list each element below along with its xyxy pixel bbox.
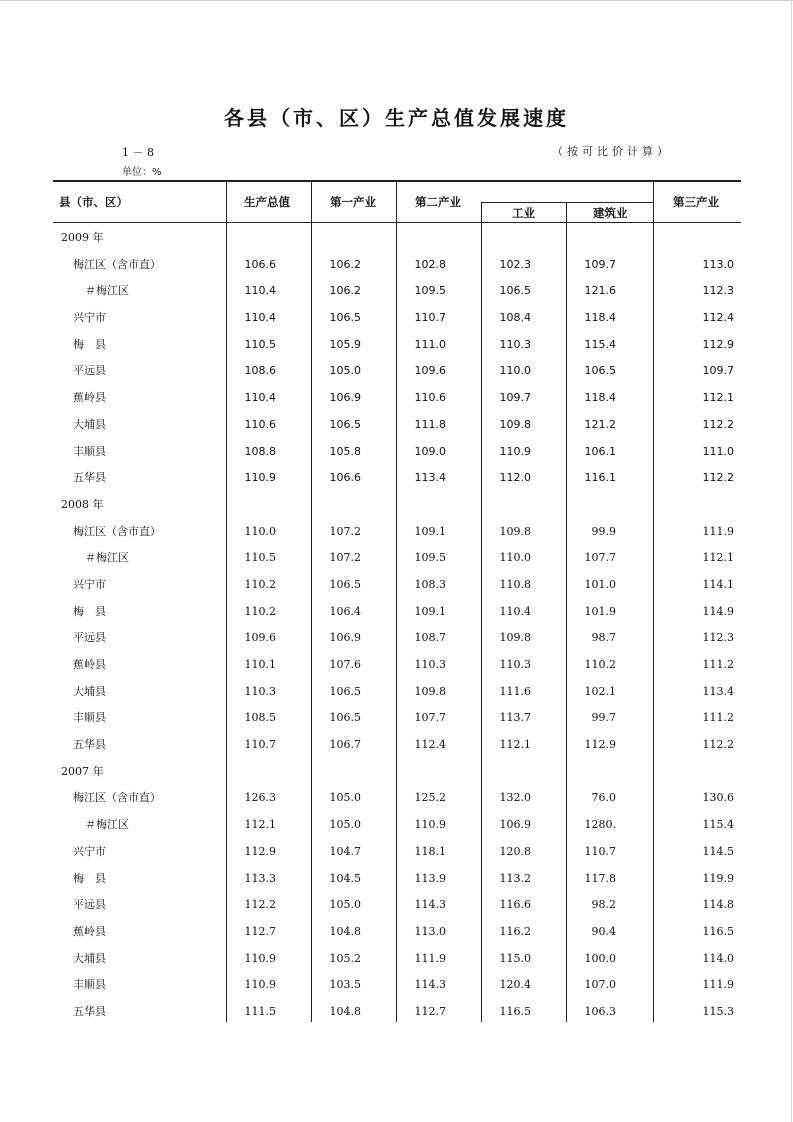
secondary-value: 118.1	[414, 844, 446, 858]
region-name: 大埔县	[73, 684, 106, 698]
construction-value: 121.2	[584, 417, 616, 431]
construction-value: 110.2	[584, 658, 616, 671]
construction-value: 115.4	[584, 337, 616, 351]
primary-value: 106.2	[329, 284, 361, 298]
year-label: 2007 年	[61, 764, 104, 778]
tertiary-value: 112.4	[702, 311, 734, 325]
construction-value: 107.7	[584, 551, 616, 565]
industry-value: 110.3	[499, 658, 531, 671]
gdp-value: 112.2	[244, 898, 276, 912]
table-row	[53, 891, 741, 918]
region-name: 梅江区（含市直）	[73, 791, 161, 805]
region-name: 兴宁市	[73, 311, 106, 325]
region-name: 蕉岭县	[73, 658, 106, 671]
table-body	[53, 224, 741, 1025]
tertiary-value: 119.9	[702, 871, 734, 885]
region-name: 梅 县	[73, 604, 106, 618]
tertiary-value: 111.2	[702, 658, 734, 671]
table-row	[53, 464, 741, 491]
primary-value: 104.8	[329, 924, 361, 938]
header-primary-industry: 第一产业	[330, 195, 376, 209]
primary-value: 105.0	[329, 364, 361, 378]
secondary-value: 113.9	[414, 871, 446, 885]
table-row	[53, 678, 741, 705]
header-tertiary-industry: 第三产业	[673, 195, 719, 209]
secondary-value: 109.6	[414, 364, 446, 378]
table-row	[53, 784, 741, 811]
region-name: 蕉岭县	[73, 391, 106, 405]
page-right-edge	[791, 0, 792, 1122]
secondary-value: 102.8	[414, 257, 446, 271]
gdp-value: 110.4	[244, 391, 276, 405]
tertiary-value: 111.9	[702, 978, 734, 992]
tertiary-value: 112.3	[702, 631, 734, 645]
secondary-value: 113.0	[414, 924, 446, 938]
construction-value: 1280.	[584, 818, 616, 832]
table-row	[53, 304, 741, 331]
header-industry: 工业	[512, 206, 535, 220]
region-name: 梅江区（含市直）	[73, 257, 161, 271]
year-row	[53, 224, 741, 251]
gdp-value: 110.1	[244, 658, 276, 671]
primary-value: 103.5	[329, 978, 361, 992]
region-name: 五华县	[73, 738, 106, 752]
industry-value: 109.7	[499, 391, 531, 405]
construction-value: 106.1	[584, 444, 616, 458]
primary-value: 106.5	[329, 684, 361, 698]
primary-value: 106.5	[329, 711, 361, 725]
tertiary-value: 111.0	[702, 444, 734, 458]
table-row	[53, 945, 741, 972]
region-name: ＃梅江区	[85, 284, 129, 298]
secondary-value: 114.3	[414, 978, 446, 992]
industry-value: 115.0	[499, 951, 531, 965]
secondary-value: 111.0	[414, 337, 446, 351]
header-bottom-rule	[53, 222, 741, 223]
gdp-value: 110.0	[244, 524, 276, 538]
primary-value: 105.0	[329, 898, 361, 912]
tertiary-value: 112.2	[702, 738, 734, 752]
primary-value: 106.9	[329, 391, 361, 405]
industry-value: 110.8	[499, 577, 531, 591]
secondary-value: 111.9	[414, 951, 446, 965]
tertiary-value: 112.3	[702, 284, 734, 298]
gdp-value: 110.5	[244, 551, 276, 565]
tertiary-value: 116.5	[702, 924, 734, 938]
construction-value: 107.0	[584, 978, 616, 992]
region-name: 梅 县	[73, 871, 106, 885]
region-name: 五华县	[73, 471, 106, 485]
tertiary-value: 115.3	[702, 1004, 734, 1018]
gdp-value: 108.5	[244, 711, 276, 725]
tertiary-value: 111.2	[702, 711, 734, 725]
industry-value: 120.8	[499, 844, 531, 858]
primary-value: 106.5	[329, 577, 361, 591]
secondary-value: 111.8	[414, 417, 446, 431]
gdp-value: 110.6	[244, 417, 276, 431]
industry-value: 109.8	[499, 417, 531, 431]
region-name: 兴宁市	[73, 577, 106, 591]
secondary-value: 110.9	[414, 818, 446, 832]
industry-value: 109.8	[499, 631, 531, 645]
secondary-value: 110.3	[414, 658, 446, 671]
header-construction: 建筑业	[593, 206, 628, 220]
gdp-value: 112.9	[244, 844, 276, 858]
construction-value: 110.7	[584, 844, 616, 858]
construction-value: 102.1	[584, 684, 616, 698]
header-gdp: 生产总值	[244, 195, 290, 209]
tertiary-value: 130.6	[702, 791, 734, 805]
tertiary-value: 112.2	[702, 471, 734, 485]
gdp-value: 110.2	[244, 577, 276, 591]
tertiary-value: 112.1	[702, 551, 734, 565]
industry-value: 110.4	[499, 604, 531, 618]
gdp-value: 112.7	[244, 924, 276, 938]
secondary-value: 109.1	[414, 524, 446, 538]
year-label: 2009 年	[61, 231, 104, 244]
construction-value: 76.0	[591, 791, 616, 805]
region-name: 大埔县	[73, 417, 106, 431]
table-row	[53, 357, 741, 384]
secondary-value: 113.4	[414, 471, 446, 485]
table-row	[53, 731, 741, 758]
region-name: 平远县	[73, 364, 106, 378]
primary-value: 104.7	[329, 844, 361, 858]
gdp-value: 110.9	[244, 471, 276, 485]
primary-value: 106.5	[329, 311, 361, 325]
gdp-value: 108.8	[244, 444, 276, 458]
secondary-value: 109.8	[414, 684, 446, 698]
industry-value: 116.6	[499, 898, 531, 912]
construction-value: 118.4	[584, 391, 616, 405]
industry-value: 113.7	[499, 711, 531, 725]
header-region: 县（市、区）	[59, 195, 128, 209]
industry-value: 120.4	[499, 978, 531, 992]
gdp-value: 110.2	[244, 604, 276, 618]
construction-value: 112.9	[584, 738, 616, 752]
table-row	[53, 438, 741, 465]
region-name: 五华县	[73, 1004, 106, 1018]
primary-value: 106.5	[329, 417, 361, 431]
construction-value: 117.8	[584, 871, 616, 885]
tertiary-value: 112.1	[702, 391, 734, 405]
industry-value: 112.0	[499, 471, 531, 485]
industry-value: 110.0	[499, 551, 531, 565]
table-row	[53, 918, 741, 945]
primary-value: 104.8	[329, 1004, 361, 1018]
table-row	[53, 651, 741, 678]
construction-value: 101.0	[584, 577, 616, 591]
year-label: 2008 年	[61, 497, 104, 511]
industry-value: 113.2	[499, 871, 531, 885]
region-name: ＃梅江区	[85, 818, 129, 832]
table-row	[53, 704, 741, 731]
page-title: 各县（市、区）生产总值发展速度	[224, 106, 569, 130]
region-name: ＃梅江区	[85, 551, 129, 565]
primary-value: 107.6	[329, 658, 361, 671]
secondary-value: 125.2	[414, 791, 446, 805]
region-name: 兴宁市	[73, 844, 106, 858]
industry-value: 116.2	[499, 924, 531, 938]
primary-value: 105.8	[329, 444, 361, 458]
page-top-edge	[0, 0, 793, 1]
tertiary-value: 112.2	[702, 417, 734, 431]
header-secondary-industry: 第二产业	[415, 195, 461, 209]
table-row	[53, 411, 741, 438]
table-top-rule	[53, 180, 741, 182]
calculation-basis: （按可比价计算）	[552, 145, 672, 158]
gdp-value: 110.7	[244, 738, 276, 752]
primary-value: 105.0	[329, 818, 361, 832]
industry-value: 110.0	[499, 364, 531, 378]
secondary-value: 112.4	[414, 738, 446, 752]
unit-label: 单位：%	[122, 167, 162, 178]
industry-value: 106.9	[499, 818, 531, 832]
secondary-value: 110.6	[414, 391, 446, 405]
primary-value: 106.6	[329, 471, 361, 485]
tertiary-value: 111.9	[702, 524, 734, 538]
region-name: 大埔县	[73, 951, 106, 965]
primary-value: 106.4	[329, 604, 361, 618]
primary-value: 105.2	[329, 951, 361, 965]
secondary-value: 109.1	[414, 604, 446, 618]
table-row	[53, 544, 741, 571]
tertiary-value: 112.9	[702, 337, 734, 351]
industry-value: 102.3	[499, 257, 531, 271]
tertiary-value: 114.1	[702, 577, 734, 591]
secondary-value: 108.7	[414, 631, 446, 645]
tertiary-value: 114.8	[702, 898, 734, 912]
gdp-value: 110.5	[244, 337, 276, 351]
gdp-value: 126.3	[244, 791, 276, 805]
gdp-value: 111.5	[244, 1004, 276, 1018]
gdp-value: 106.6	[244, 257, 276, 271]
table-row	[53, 971, 741, 998]
construction-value: 98.7	[591, 631, 616, 645]
year-row	[53, 491, 741, 518]
gdp-value: 113.3	[244, 871, 276, 885]
year-row	[53, 758, 741, 785]
gdp-value: 110.3	[244, 684, 276, 698]
table-row	[53, 624, 741, 651]
gdp-value: 112.1	[244, 818, 276, 832]
tertiary-value: 109.7	[702, 364, 734, 378]
gdp-value: 110.9	[244, 978, 276, 992]
construction-value: 118.4	[584, 311, 616, 325]
industry-value: 106.5	[499, 284, 531, 298]
secondary-value: 112.7	[414, 1004, 446, 1018]
industry-value: 111.6	[499, 684, 531, 698]
gdp-value: 108.6	[244, 364, 276, 378]
construction-value: 98.2	[591, 898, 616, 912]
construction-value: 109.7	[584, 257, 616, 271]
secondary-value: 109.5	[414, 284, 446, 298]
primary-value: 105.9	[329, 337, 361, 351]
tertiary-value: 114.0	[702, 951, 734, 965]
construction-value: 90.4	[591, 924, 616, 938]
industry-value: 112.1	[499, 738, 531, 752]
table-row	[53, 277, 741, 304]
table-number: 1 － 8	[122, 146, 154, 159]
secondary-value: 110.7	[414, 311, 446, 325]
table-row	[53, 384, 741, 411]
primary-value: 105.0	[329, 791, 361, 805]
tertiary-value: 115.4	[702, 818, 734, 832]
region-name: 丰顺县	[73, 444, 106, 458]
region-name: 梅江区（含市直）	[73, 524, 161, 538]
construction-value: 99.9	[591, 524, 616, 538]
table-row	[53, 838, 741, 865]
secondary-value: 108.3	[414, 577, 446, 591]
primary-value: 107.2	[329, 524, 361, 538]
primary-value: 106.9	[329, 631, 361, 645]
region-name: 平远县	[73, 898, 106, 912]
region-name: 丰顺县	[73, 711, 106, 725]
primary-value: 106.7	[329, 738, 361, 752]
tertiary-value: 113.0	[702, 257, 734, 271]
gdp-value: 109.6	[244, 631, 276, 645]
secondary-value: 114.3	[414, 898, 446, 912]
gdp-value: 110.4	[244, 284, 276, 298]
region-name: 平远县	[73, 631, 106, 645]
tertiary-value: 114.9	[702, 604, 734, 618]
table-row	[53, 331, 741, 358]
construction-value: 121.6	[584, 284, 616, 298]
region-name: 丰顺县	[73, 978, 106, 992]
industry-value: 108.4	[499, 311, 531, 325]
growth-rate-table	[53, 180, 741, 1022]
construction-value: 99.7	[591, 711, 616, 725]
construction-value: 106.5	[584, 364, 616, 378]
secondary-subheader-rule	[481, 202, 653, 203]
table-row	[53, 571, 741, 598]
region-name: 梅 县	[73, 337, 106, 351]
industry-value: 132.0	[499, 791, 531, 805]
table-row	[53, 865, 741, 892]
industry-value: 109.8	[499, 524, 531, 538]
tertiary-value: 114.5	[702, 844, 734, 858]
gdp-value: 110.9	[244, 951, 276, 965]
construction-value: 101.9	[584, 604, 616, 618]
secondary-value: 107.7	[414, 711, 446, 725]
gdp-value: 110.4	[244, 311, 276, 325]
construction-value: 106.3	[584, 1004, 616, 1018]
industry-value: 110.9	[499, 444, 531, 458]
primary-value: 107.2	[329, 551, 361, 565]
table-row	[53, 598, 741, 625]
primary-value: 104.5	[329, 871, 361, 885]
construction-value: 116.1	[584, 471, 616, 485]
primary-value: 106.2	[329, 257, 361, 271]
tertiary-value: 113.4	[702, 684, 734, 698]
table-row	[53, 998, 741, 1025]
secondary-value: 109.5	[414, 551, 446, 565]
region-name: 蕉岭县	[73, 924, 106, 938]
industry-value: 110.3	[499, 337, 531, 351]
table-row	[53, 811, 741, 838]
table-row	[53, 251, 741, 278]
construction-value: 100.0	[584, 951, 616, 965]
secondary-value: 109.0	[414, 444, 446, 458]
table-row	[53, 518, 741, 545]
industry-value: 116.5	[499, 1004, 531, 1018]
